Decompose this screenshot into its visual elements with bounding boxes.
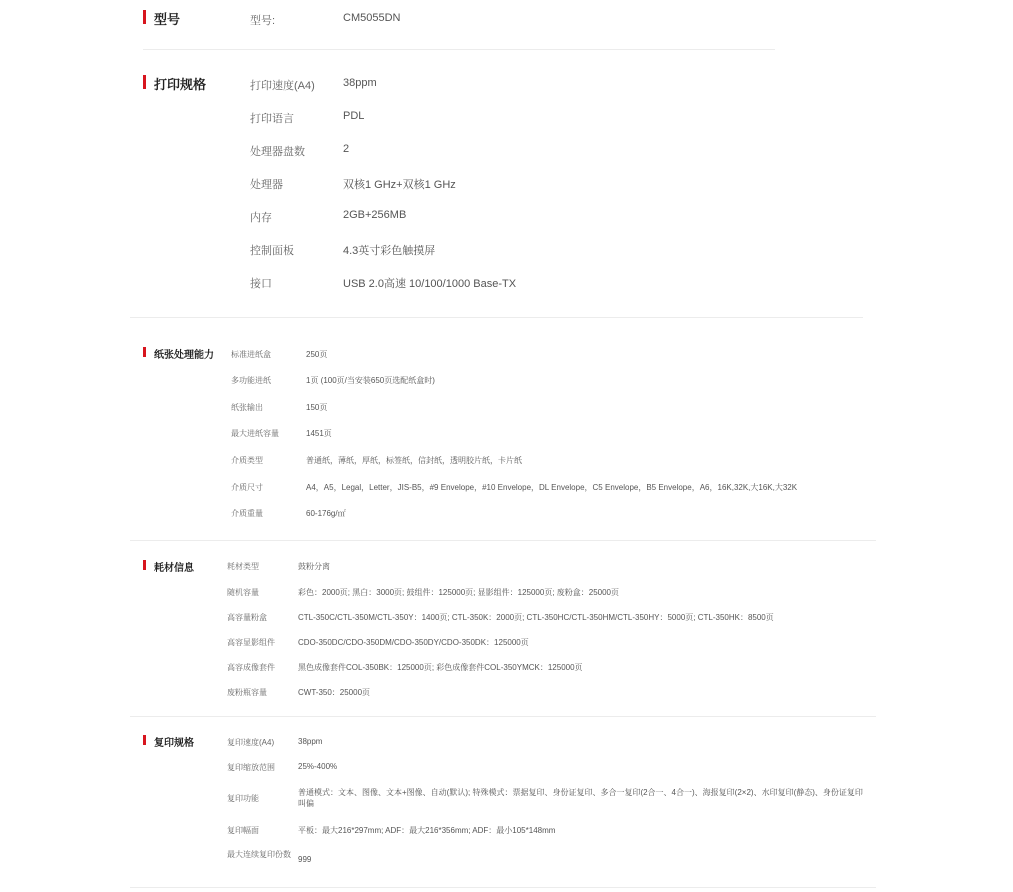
- section-marker: [143, 735, 146, 745]
- spec-value: 1451页: [306, 429, 332, 438]
- spec-label: 打印语言: [250, 113, 294, 125]
- section-marker: [143, 10, 146, 24]
- spec-value: 普通模式：文本、图像、文本+图像、自动(默认); 特殊模式：票据复印、身份证复印、多合一复印(2合一、4合一)、海报复印(2×2)、水印复印(静态)、身份证复印叫偏: [298, 788, 863, 808]
- section-divider: [130, 317, 863, 318]
- spec-label: 内存: [250, 212, 272, 224]
- spec-value: 250页: [306, 350, 328, 359]
- spec-value: CDO-350DC/CDO-350DM/CDO-350DY/CDO-350DK：125000页: [298, 638, 529, 647]
- section-divider: [130, 887, 876, 888]
- spec-label: 介质重量: [231, 509, 263, 518]
- spec-value: 2GB+256MB: [343, 209, 407, 221]
- spec-value: 4.3英寸彩色触摸屏: [343, 245, 436, 257]
- spec-label: 废粉瓶容量: [227, 688, 267, 697]
- spec-label: 处理器: [250, 179, 283, 191]
- section-marker: [143, 75, 146, 89]
- spec-label: 高容成像套件: [227, 663, 275, 672]
- spec-label: 介质类型: [231, 456, 263, 465]
- spec-value: 普通纸，薄纸，厚纸，标签纸，信封纸，透明胶片纸，卡片纸: [306, 456, 522, 465]
- spec-value: 25%-400%: [298, 762, 338, 771]
- spec-value: 2: [343, 143, 350, 155]
- spec-label: 复印功能: [227, 794, 259, 803]
- spec-label: 复印缩放范围: [227, 763, 275, 772]
- spec-value: USB 2.0高速 10/100/1000 Base-TX: [343, 278, 517, 290]
- spec-label: 最大进纸容量: [231, 429, 279, 438]
- section-divider: [130, 716, 876, 717]
- section-title-print: 打印规格: [154, 77, 207, 92]
- spec-label: 多功能进纸: [231, 376, 271, 385]
- spec-value: 1页 (100页/当安装650页选配纸盒时): [306, 376, 435, 385]
- spec-value: PDL: [343, 110, 365, 122]
- spec-label: 处理器盘数: [250, 146, 305, 158]
- spec-label: 高容量粉盒: [227, 613, 267, 622]
- spec-label: 标准进纸盒: [231, 350, 271, 359]
- spec-label: 耗材类型: [227, 562, 259, 571]
- section-title-model: 型号: [154, 12, 181, 27]
- spec-value: 60-176g/㎡: [306, 509, 346, 518]
- spec-value: CM5055DN: [343, 12, 401, 24]
- spec-value: 999: [298, 855, 312, 864]
- spec-value: 鼓粉分离: [298, 562, 330, 571]
- spec-value: A4，A5，Legal，Letter，JIS-B5，#9 Envelope，#10 Envelope，DL Envelope，C5 Envelope，B5 Envelope，A6，16K,32K,大16K,大32K: [306, 483, 798, 492]
- section-divider: [130, 540, 876, 541]
- spec-label: 打印速度(A4): [250, 80, 315, 92]
- spec-value: 双核1 GHz+双核1 GHz: [343, 179, 456, 191]
- spec-label: 纸张输出: [231, 403, 263, 412]
- spec-label: 接口: [250, 278, 272, 290]
- spec-value: 38ppm: [343, 77, 377, 89]
- spec-label: 型号:: [250, 15, 276, 27]
- spec-label: 复印速度(A4): [227, 738, 275, 747]
- spec-label: 介质尺寸: [231, 483, 263, 492]
- spec-label: 最大连续复印份数: [227, 850, 291, 859]
- section-title-copy: 复印规格: [154, 738, 194, 749]
- spec-label: 高容显影组件: [227, 638, 275, 647]
- section-marker: [143, 347, 146, 357]
- section-title-paper: 纸张处理能力: [154, 350, 214, 361]
- spec-value: CWT-350：25000页: [298, 688, 371, 697]
- spec-value: 平板：最大216*297mm; ADF：最大216*356mm; ADF：最小105*148mm: [298, 826, 556, 835]
- spec-label: 复印幅面: [227, 826, 259, 835]
- section-title-consumables: 耗材信息: [154, 563, 194, 574]
- spec-label: 随机容量: [227, 588, 259, 597]
- spec-value: 150页: [306, 403, 328, 412]
- spec-value: 38ppm: [298, 737, 323, 746]
- spec-value: CTL-350C/CTL-350M/CTL-350Y：1400页; CTL-350K：2000页; CTL-350HC/CTL-350HM/CTL-350HY：5000页; CTL-350HK：8500页: [298, 613, 774, 622]
- section-marker: [143, 560, 146, 570]
- spec-label: 控制面板: [250, 245, 294, 257]
- section-divider: [143, 49, 775, 50]
- spec-value: 彩色：2000页; 黑白：3000页; 鼓组件：125000页; 显影组件：125000页; 废粉盒：25000页: [298, 588, 620, 597]
- spec-value: 黑色成像套件COL-350BK：125000页; 彩色成像套件COL-350YMCK：125000页: [298, 663, 583, 672]
